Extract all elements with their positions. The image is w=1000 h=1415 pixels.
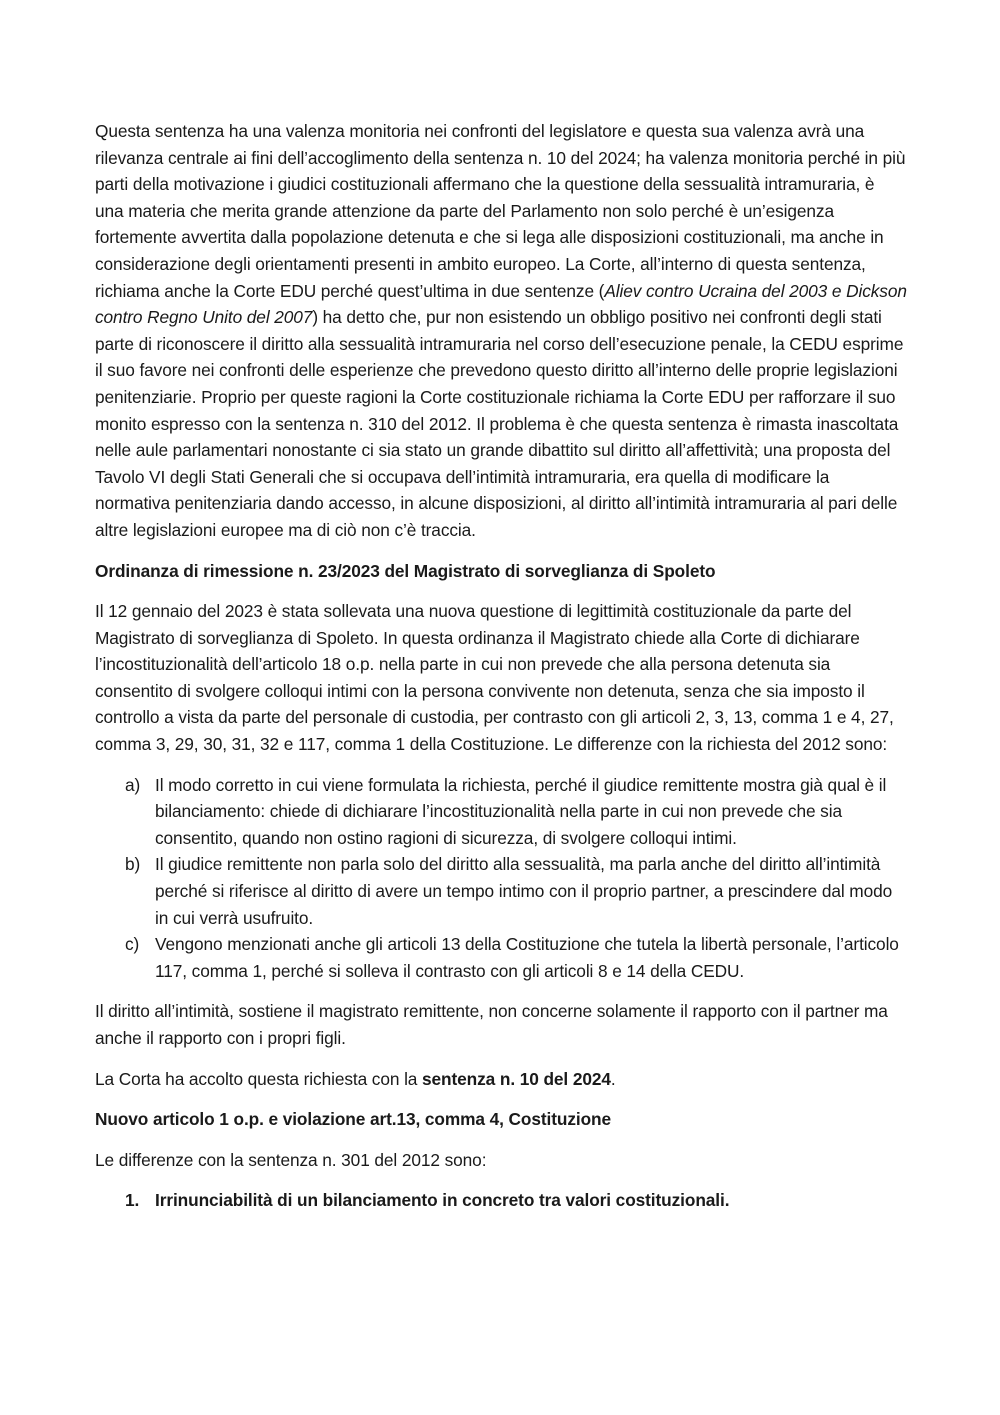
list-item-text: Vengono menzionati anche gli articoli 13 della Costituzione che tutela la libertà personale, l’articolo 117, comma 1, perché si solleva il contrasto con gli articoli 8 e 14 della CEDU. [155,934,899,981]
sentence-reference: sentenza n. 10 del 2024 [422,1068,611,1089]
list-item-text: Irrinunciabilità di un bilanciamento in concreto tra valori costituzionali. [155,1190,730,1211]
numbered-list [95,1187,907,1214]
list-item-text: Il giudice remittente non parla solo del diritto alla sessualità, ma parla anche del diritto all’intimità perché si riferisce al diritto di avere un tempo intimo con il proprio partner, a prescindere dal modo in cui verrà usufruito. [155,854,893,928]
paragraph-monitoria [95,118,907,544]
differences-list [95,772,907,985]
list-item [95,851,907,931]
paragraph-monitoria-italic-cases: Aliev contro Ucraina del 2003 e Dickson contro Regno Unito del 2007 [95,280,907,328]
paragraph-differenze: Le differenze con la sentenza n. 301 del 2012 sono: [95,1149,487,1170]
document-page [95,118,907,1214]
section-heading-nuovo-articolo: Nuovo articolo 1 o.p. e violazione art.13, comma 4, Costituzione [95,1109,611,1130]
list-item [95,931,907,984]
paragraph-accoglimento-prefix: La Corta ha accolto questa richiesta con la [95,1068,423,1089]
list-item-marker: b) [125,854,141,875]
list-item [95,1187,907,1214]
list-item-marker: a) [125,774,141,795]
paragraph-monitoria-part2: ) ha detto che, pur non esistendo un obbligo positivo nei confronti degli stati parte di riconoscere il diritto alla sessualità intramuraria nel corso dell’esecuzione penale, la CEDU esprime il suo favore nei confronti delle esperienze che prevedono questo diritto all’interno delle proprie legislazioni penitenziarie. Proprio per queste ragioni la Corte costituzionale richiama la Corte EDU per rafforzare il suo monito espresso con la sentenza n. 310 del 2012. Il problema è che questa sentenza è rimasta inascoltata nelle aule parlamentari nonostante ci sia stato un grande dibattito sul diritto all’affettività; una proposta del Tavolo VI degli Stati Generali che si occupava dell’intimità intramuraria, era quella di modificare la normativa penitenziaria dando accesso, in alcune disposizioni, al diritto all’intimità intramuraria al pari delle altre legislazioni europee ma di ciò non c’è traccia. [95,307,904,540]
paragraph-accoglimento-suffix: . [610,1068,616,1089]
list-item [95,772,907,852]
list-item-marker: 1. [125,1190,140,1211]
paragraph-monitoria-part1: Questa sentenza ha una valenza monitoria nei confronti del legislatore e questa sua valenza avrà una rilevanza centrale ai fini dell’accoglimento della sentenza n. 10 del 2024; ha valenza monitoria perché in più parti della motivazione i giudici costituzionali affermano che la questione della sessualità intramuraria, è una materia che merita grande attenzione da parte del Parlamento non solo perché è un’esigenza fortemente avvertita dalla popolazione detenuta e che si lega alle disposizioni costituzionali, ma anche in considerazione degli orientamenti presenti in ambito europeo. La Corte, all’interno di questa sentenza, richiama anche la Corte EDU perché quest’ultima in due sentenze ( [95,121,906,301]
paragraph-ordinanza: Il 12 gennaio del 2023 è stata sollevata una nuova questione di legittimità costituzionale da parte del Magistrato di sorveglianza di Spoleto. In questa ordinanza il Magistrato chiede alla Corte di dichiarare l’incostituzionalità dell’articolo 18 o.p. nella parte in cui non prevede che alla persona detenuta sia consentito di svolgere colloqui intimi con la persona convivente non detenuta, senza che sia imposto il controllo a vista da parte del personale di custodia, per contrasto con gli articoli 2, 3, 13, comma 1 e 4, 27, comma 3, 29, 30, 31, 32 e 117, comma 1 della Costituzione. Le differenze con la richiesta del 2012 sono: [95,601,894,755]
list-item-text: Il modo corretto in cui viene formulata la richiesta, perché il giudice remittente mostra già qual è il bilanciamento: chiede di dichiarare l’incostituzionalità nella parte in cui non prevede che sia consentito, quando non ostino ragioni di sicurezza, di svolgere colloqui intimi. [155,774,887,848]
paragraph-intimita: Il diritto all’intimità, sostiene il magistrato remittente, non concerne solamente il rapporto con il partner ma anche il rapporto con i propri figli. [95,1001,888,1048]
paragraph-accoglimento [95,1066,907,1093]
section-heading-ordinanza: Ordinanza di rimessione n. 23/2023 del Magistrato di sorveglianza di Spoleto [95,560,716,581]
list-item-marker: c) [125,934,140,955]
